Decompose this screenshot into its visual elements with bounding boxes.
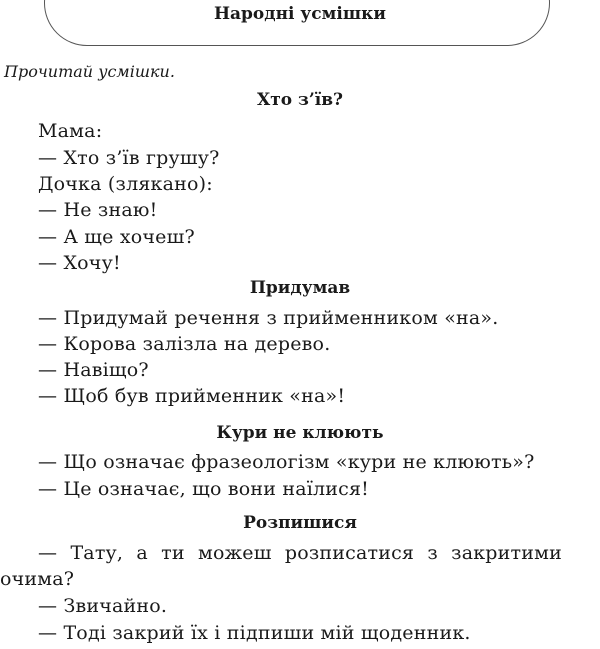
story-1-line: Мама: [38,120,103,142]
story-4-line: очима? [0,568,75,590]
story-2-line: — Навіщо? [38,359,149,381]
story-2-line: — Корова залізла на дерево. [38,333,331,355]
story-1-line: — А ще хочеш? [38,226,195,248]
story-title-2: Придумав [249,278,351,298]
story-4-line: — Тоді закрий їх і підпиши мій щоденник. [38,622,471,644]
story-title-3: Кури не клюють [216,423,384,443]
story-1-line: — Хто з’їв грушу? [38,147,220,169]
page-title: Народні усмішки [213,4,387,24]
story-2-line: — Щоб був прийменник «на»! [38,385,346,407]
story-title-4: Розпишися [243,513,357,533]
story-1-line: — Не знаю! [38,199,158,221]
story-3-line: — Що означає фразеологізм «кури не клюють»? [38,451,535,473]
story-4-line: — Тату, а ти можеш розписатися з закритими [38,542,562,564]
instruction-text: Прочитай усмішки. [4,62,175,81]
story-4-line: — Звичайно. [38,595,168,617]
story-title-1: Хто з’їв? [257,90,343,110]
story-3-line: — Це означає, що вони наїлися! [38,478,370,500]
story-1-line: Дочка (злякано): [38,173,213,195]
story-2-line: — Придумай речення з прийменником «на». [38,307,499,329]
story-1-line: — Хочу! [38,252,121,274]
